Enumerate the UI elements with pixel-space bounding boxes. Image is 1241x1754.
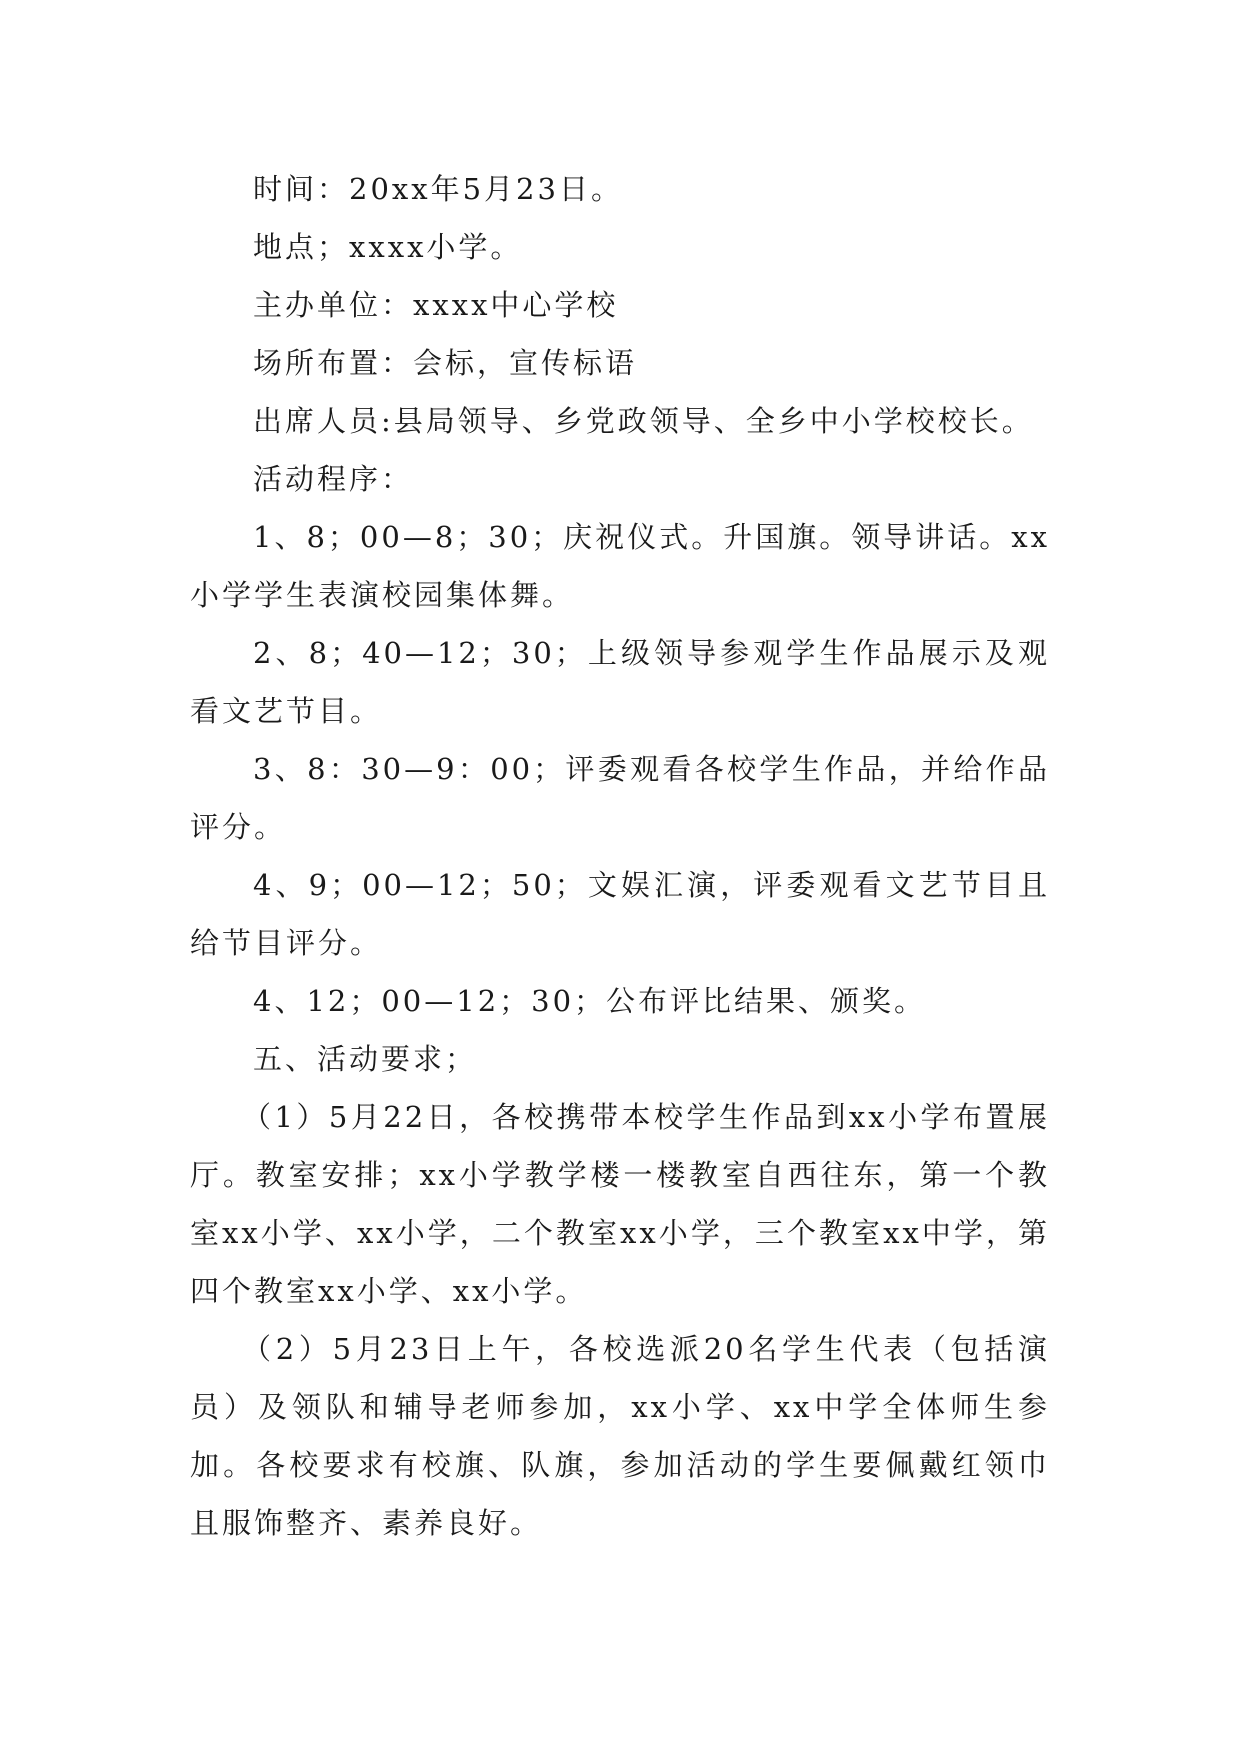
- paragraph-program-heading: 活动程序：: [253, 462, 414, 496]
- paragraph-program-item-1: 1、8；00—8；30；庆祝仪式。升国旗。领导讲话。xx小学学生表演校园集体舞。: [190, 520, 1050, 612]
- paragraph-time: 时间：20xx年5月23日。: [253, 172, 623, 206]
- paragraph-requirement-2: （2）5月23日上午，各校选派20名学生代表（包括演员）及领队和辅导老师参加，xx小学、xx中学全体师生参加。各校要求有校旗、队旗，参加活动的学生要佩戴红领巾且服饰整齐、素养良好。: [190, 1332, 1050, 1540]
- paragraph-organizer: 主办单位：xxxx中心学校: [253, 288, 619, 322]
- paragraph-requirement-1: （1）5月22日，各校携带本校学生作品到xx小学布置展厅。教室安排；xx小学教学楼一楼教室自西往东，第一个教室xx小学、xx小学，二个教室xx小学，三个教室xx中学，第四个教室xx小学、xx小学。: [190, 1100, 1050, 1308]
- paragraph-program-item-3: 3、8：30—9：00；评委观看各校学生作品，并给作品评分。: [190, 752, 1050, 844]
- paragraph-requirements-heading: 五、活动要求；: [253, 1042, 478, 1076]
- document-body: [190, 160, 1050, 1552]
- paragraph-location: 地点；xxxx小学。: [253, 230, 523, 264]
- paragraph-program-item-2: 2、8；40—12；30；上级领导参观学生作品展示及观看文艺节目。: [190, 636, 1050, 728]
- paragraph-attendees: 出席人员:县局领导、乡党政领导、全乡中小学校校长。: [253, 404, 1034, 438]
- paragraph-venue-setup: 场所布置：会标，宣传标语: [253, 346, 638, 380]
- paragraph-program-item-4: 4、9；00—12；50；文娱汇演，评委观看文艺节目且给节目评分。: [190, 868, 1050, 960]
- paragraph-program-item-5: 4、12；00—12；30；公布评比结果、颁奖。: [253, 984, 927, 1018]
